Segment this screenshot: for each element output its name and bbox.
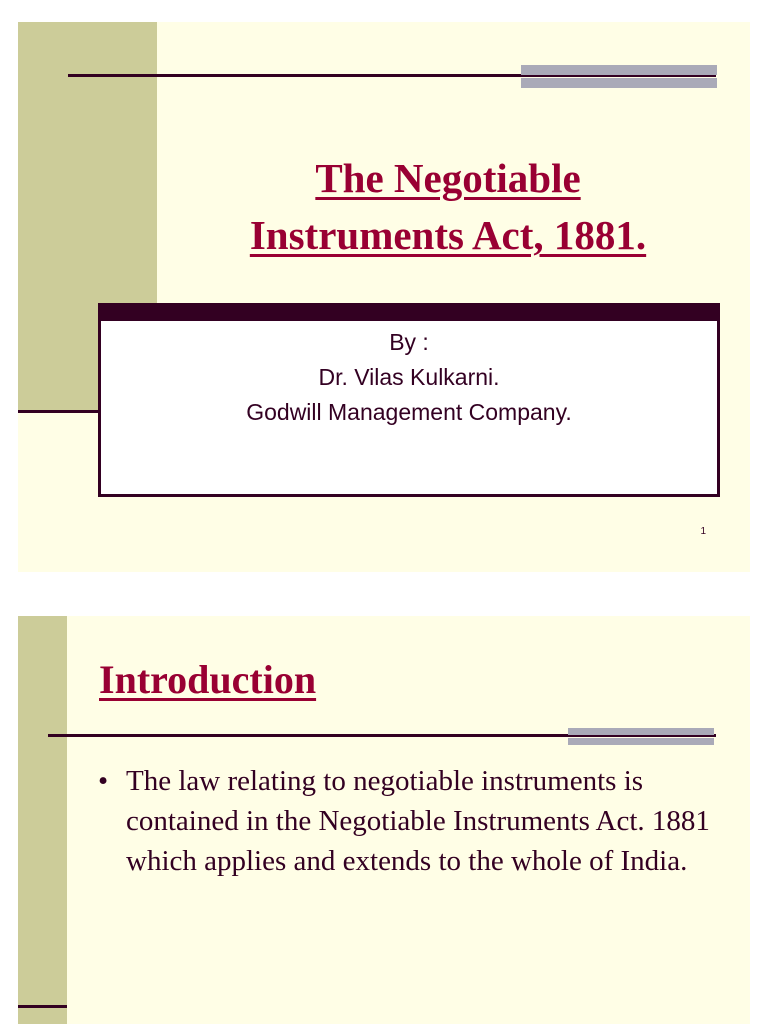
bullet-text: The law relating to negotiable instruments is contained in the Negotiable Instruments Act. 1881 which applies and extends to the whole of India. <box>126 765 710 877</box>
by-label: By : <box>389 329 429 355</box>
slide-title-line1: The Negotiable <box>315 155 581 201</box>
list-item <box>98 761 718 881</box>
slide-heading <box>99 656 316 703</box>
author-box <box>98 303 720 497</box>
gray-accent-bar-lower <box>521 78 717 88</box>
slide-heading-text: Introduction <box>99 657 317 702</box>
title-slide <box>18 22 750 572</box>
gray-accent-bar-lower <box>568 738 714 745</box>
gray-accent-bar <box>521 65 717 75</box>
bullet-icon: • <box>98 765 109 797</box>
sidebar-bottom-line <box>18 1005 67 1008</box>
organization-name: Godwill Management Company. <box>246 399 572 425</box>
page-number: 1 <box>700 526 706 537</box>
introduction-slide <box>18 616 750 1024</box>
gray-accent-bar <box>568 728 714 735</box>
bullet-list <box>98 761 718 881</box>
slide-title-line2: Instruments Act, 1881. <box>249 212 647 258</box>
sidebar-accent <box>18 616 67 1024</box>
sidebar-bottom-line <box>18 410 100 413</box>
author-name: Dr. Vilas Kulkarni. <box>318 364 500 390</box>
slide-title <box>168 150 728 264</box>
